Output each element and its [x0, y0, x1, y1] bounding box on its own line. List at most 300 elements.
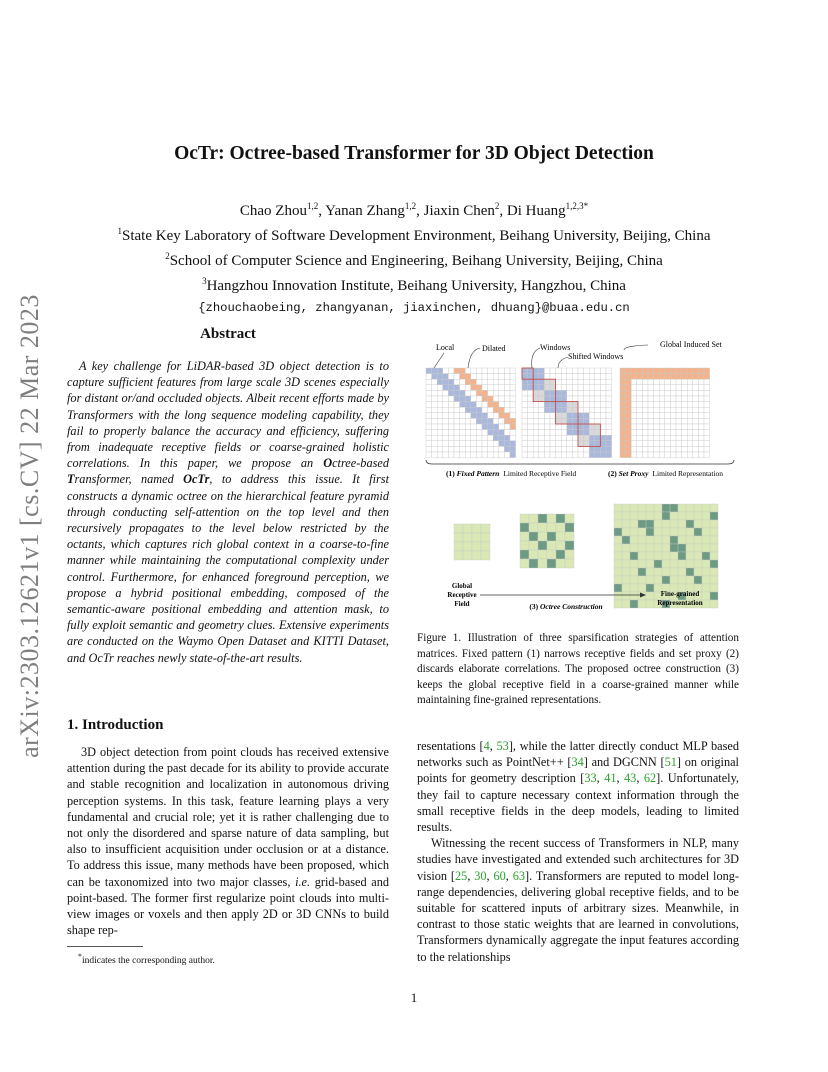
attention-cell [539, 435, 545, 441]
attention-cell [561, 379, 567, 385]
attention-cell [589, 435, 595, 441]
attention-cell [432, 441, 438, 447]
attention-cell [687, 407, 693, 413]
attention-cell [704, 385, 710, 391]
attention-cell [544, 402, 550, 408]
attention-cell [578, 390, 584, 396]
octree-cell [463, 551, 472, 560]
attention-cell [584, 385, 590, 391]
octree-cell [556, 550, 565, 559]
octree-cell [710, 544, 718, 552]
attention-cell [561, 418, 567, 424]
intro-paragraph: 3D object detection from point clouds has received extensive attention during the past decade for its ability to provide accurate and stable recognition and localization in autonomous driving perception systems. In this task, feature learning plays a very fundamental and crucial role; yet it is rather challenging due to not only the disordered and sparse nature of data sampling, but also to insufficient acquisition under occlusion or at a distance. To address this issue, many methods have been proposed, which can be taxonomized into two major classes, i.e. grid-based and point-based. The former first regularize point clouds into multi-view images or voxels and then apply 2D or 3D CNNs to build shape rep- [67, 745, 390, 938]
attention-cell [539, 424, 545, 430]
citation-link[interactable]: 53 [496, 739, 509, 753]
attention-cell [620, 385, 626, 391]
attention-cell [567, 396, 573, 402]
octree-cell [614, 528, 622, 536]
attention-cell [665, 441, 671, 447]
attention-cell [670, 452, 676, 458]
attention-cell [600, 446, 606, 452]
octree-cell [646, 544, 654, 552]
attention-cell [426, 368, 432, 374]
attention-cell [488, 402, 494, 408]
attention-cell [437, 368, 443, 374]
attention-cell [584, 413, 590, 419]
attention-cell [659, 430, 665, 436]
octree-cell [678, 536, 686, 544]
attention-cell [471, 374, 477, 380]
attention-cell [533, 424, 539, 430]
attention-cell [443, 396, 449, 402]
attention-cell [504, 452, 510, 458]
octree-cell [710, 504, 718, 512]
attention-cell [544, 418, 550, 424]
attention-cell [659, 379, 665, 385]
octree-cell [472, 524, 481, 533]
attention-cell [567, 424, 573, 430]
attention-cell [504, 435, 510, 441]
fixed-pattern-matrices [426, 368, 612, 458]
attention-cell [460, 385, 466, 391]
octree-cell [638, 600, 646, 608]
attention-cell [426, 379, 432, 385]
attention-cell [567, 441, 573, 447]
attention-cell [448, 430, 454, 436]
octree-cell [662, 528, 670, 536]
attention-cell [584, 435, 590, 441]
octree-cell [556, 514, 565, 523]
octree-cell [662, 560, 670, 568]
octree-cell [670, 520, 678, 528]
attention-cell [460, 374, 466, 380]
attention-cell [454, 452, 460, 458]
figure-1-caption: Figure 1. Illustration of three sparsification strategies of attention matrices. Fixed pattern (1) narrows receptive fields and set proxy (2) discards elaborate correlations. The proposed octree construction (3) keeps the global receptive field in a coarse-grained manner while maintaining fine-grained representations. [417, 632, 739, 706]
attention-cell [600, 385, 606, 391]
attention-cell [460, 396, 466, 402]
attention-cell [670, 407, 676, 413]
octree-cell [678, 568, 686, 576]
attention-cell [626, 446, 632, 452]
attention-cell [620, 435, 626, 441]
attention-cell [620, 441, 626, 447]
octree-cell [646, 576, 654, 584]
attention-cell [659, 390, 665, 396]
attention-cell [528, 430, 534, 436]
attention-cell [443, 390, 449, 396]
attention-cell [676, 430, 682, 436]
attention-cell [437, 441, 443, 447]
attention-cell [482, 418, 488, 424]
attention-cell [460, 407, 466, 413]
attention-cell [561, 390, 567, 396]
attention-cell [533, 385, 539, 391]
attention-cell [595, 418, 601, 424]
attention-cell [578, 424, 584, 430]
attention-cell [493, 424, 499, 430]
attention-cell [595, 452, 601, 458]
attention-cell [572, 435, 578, 441]
attention-cell [510, 430, 516, 436]
octree-cell [702, 576, 710, 584]
attention-cell [682, 396, 688, 402]
octree-cell [538, 514, 547, 523]
attention-cell [539, 446, 545, 452]
attention-cell [584, 396, 590, 402]
attention-cell [460, 430, 466, 436]
attention-cell [437, 374, 443, 380]
attention-cell [510, 418, 516, 424]
attention-cell [539, 413, 545, 419]
attention-cell [654, 396, 660, 402]
citation-link[interactable]: 34 [571, 755, 584, 770]
attention-cell [460, 452, 466, 458]
attention-cell [682, 435, 688, 441]
attention-cell [687, 385, 693, 391]
octree-cell [710, 528, 718, 536]
attention-cell [539, 402, 545, 408]
attention-cell [504, 379, 510, 385]
octree-cell [481, 524, 490, 533]
attention-cell [589, 379, 595, 385]
attention-cell [637, 435, 643, 441]
attention-cell [665, 385, 671, 391]
attention-cell [550, 402, 556, 408]
attention-cell [522, 390, 528, 396]
attention-cell [704, 446, 710, 452]
attention-cell [606, 430, 612, 436]
attention-cell [465, 430, 471, 436]
attention-cell [476, 374, 482, 380]
attention-cell [544, 446, 550, 452]
octree-cell [622, 584, 630, 592]
attention-cell [544, 374, 550, 380]
attention-cell [460, 368, 466, 374]
attention-cell [589, 430, 595, 436]
attention-cell [528, 441, 534, 447]
attention-cell [698, 368, 704, 374]
attention-cell [631, 452, 637, 458]
citation-link[interactable]: 51 [664, 755, 677, 770]
attention-cell [600, 441, 606, 447]
attention-cell [589, 441, 595, 447]
octree-cell [622, 528, 630, 536]
octree-cell [630, 544, 638, 552]
attention-cell [642, 368, 648, 374]
attention-cell [528, 418, 534, 424]
attention-cell [522, 379, 528, 385]
attention-cell [595, 390, 601, 396]
attention-cell [448, 368, 454, 374]
attention-cell [693, 435, 699, 441]
attention-cell [493, 418, 499, 424]
attention-cell [448, 435, 454, 441]
attention-cell [544, 390, 550, 396]
octree-cell [710, 536, 718, 544]
attention-cell [637, 374, 643, 380]
author-email: {zhouchaobeing, zhangyanan, jiaxinchen, dhuang}@buaa.edu.cn [198, 301, 630, 315]
attention-cell [510, 446, 516, 452]
attention-cell [589, 368, 595, 374]
author-sup: 1,2 [306, 201, 319, 211]
attention-cell [499, 374, 505, 380]
octree-cell [694, 512, 702, 520]
attention-cell [648, 390, 654, 396]
attention-cell [544, 424, 550, 430]
attention-cell [504, 413, 510, 419]
attention-cell [698, 435, 704, 441]
attention-cell [556, 446, 562, 452]
attention-cell [432, 368, 438, 374]
octree-cell [565, 514, 574, 523]
attention-cell [443, 435, 449, 441]
attention-cell [654, 407, 660, 413]
attention-cell [476, 446, 482, 452]
octree-cell [547, 550, 556, 559]
attention-cell [550, 418, 556, 424]
octree-cell [565, 532, 574, 541]
citation-link[interactable]: 43 [624, 771, 637, 786]
attention-cell [482, 402, 488, 408]
citation-link[interactable]: 33 [584, 771, 597, 786]
attention-cell [589, 402, 595, 408]
octree-cell [646, 528, 654, 536]
attention-cell [432, 452, 438, 458]
attention-cell [670, 435, 676, 441]
octree-cell [622, 560, 630, 568]
attention-cell [687, 402, 693, 408]
arxiv-id: arXiv:2303.12621v1 [cs.CV] 22 Mar 2023 [15, 294, 44, 758]
attention-cell [539, 452, 545, 458]
octree-cell [622, 536, 630, 544]
attention-cell [448, 390, 454, 396]
attention-cell [659, 374, 665, 380]
octree-cell [662, 552, 670, 560]
attention-cell [437, 407, 443, 413]
octree-cell [646, 568, 654, 576]
attention-cell [465, 452, 471, 458]
citation-link[interactable]: 30 [474, 868, 487, 883]
attention-cell [550, 374, 556, 380]
attention-cell [522, 441, 528, 447]
attention-cell [659, 402, 665, 408]
attention-cell [550, 385, 556, 391]
attention-cell [544, 396, 550, 402]
attention-cell [704, 374, 710, 380]
attention-cell [533, 374, 539, 380]
attention-cell [687, 418, 693, 424]
attention-cell [561, 446, 567, 452]
attention-cell [704, 430, 710, 436]
attention-cell [704, 413, 710, 419]
attention-cell [631, 446, 637, 452]
attention-cell [426, 430, 432, 436]
octree-cell [614, 520, 622, 528]
attention-cell [626, 441, 632, 447]
attention-cell [471, 430, 477, 436]
octree-cell [694, 520, 702, 528]
attention-cell [648, 396, 654, 402]
attention-cell [665, 430, 671, 436]
attention-cell [572, 418, 578, 424]
attention-cell [578, 413, 584, 419]
attention-cell [626, 430, 632, 436]
attention-cell [572, 441, 578, 447]
octree-cell [463, 524, 472, 533]
attention-cell [589, 385, 595, 391]
octree-cell [622, 568, 630, 576]
attention-cell [676, 435, 682, 441]
attention-cell [682, 390, 688, 396]
attention-cell [522, 418, 528, 424]
attention-cell [687, 374, 693, 380]
attention-cell [493, 396, 499, 402]
octree-cell [710, 600, 718, 608]
attention-cell [572, 374, 578, 380]
attention-cell [572, 368, 578, 374]
attention-cell [488, 390, 494, 396]
attention-cell [471, 413, 477, 419]
attention-cell [510, 424, 516, 430]
octree-cell [538, 523, 547, 532]
octree-cell [638, 536, 646, 544]
attention-cell [589, 374, 595, 380]
attention-cell [443, 452, 449, 458]
attention-cell [550, 424, 556, 430]
attention-cell [670, 368, 676, 374]
attention-cell [665, 374, 671, 380]
attention-cell [626, 379, 632, 385]
attention-cell [550, 435, 556, 441]
attention-cell [620, 396, 626, 402]
citation-link[interactable]: 63 [512, 868, 526, 883]
attention-cell [482, 385, 488, 391]
attention-cell [561, 441, 567, 447]
citation-link[interactable]: 4 [483, 739, 490, 753]
attention-cell [670, 446, 676, 452]
attention-cell [698, 413, 704, 419]
attention-cell [620, 368, 626, 374]
label-global-rf-1: Global [451, 582, 473, 590]
citation-link[interactable]: 62 [643, 771, 657, 786]
attention-cell [493, 407, 499, 413]
attention-cell [533, 407, 539, 413]
bracket-top [426, 460, 734, 464]
attention-cell [631, 390, 637, 396]
octree-cell [614, 592, 622, 600]
citation-link[interactable]: 25 [455, 868, 468, 883]
octree-cell [710, 552, 718, 560]
attention-cell [665, 452, 671, 458]
attention-cell [687, 441, 693, 447]
attention-cell [561, 368, 567, 374]
attention-cell [600, 452, 606, 458]
octree-cell [529, 532, 538, 541]
attention-cell [437, 396, 443, 402]
attention-cell [693, 430, 699, 436]
attention-cell [698, 441, 704, 447]
label-octree-construction: (3) Octree Construction [529, 602, 603, 611]
attention-cell [493, 435, 499, 441]
attention-cell [556, 407, 562, 413]
attention-cell [432, 424, 438, 430]
attention-cell [698, 424, 704, 430]
attention-cell [631, 441, 637, 447]
citation-link[interactable]: 41 [604, 771, 617, 786]
attention-cell [556, 418, 562, 424]
attention-cell [476, 368, 482, 374]
attention-cell [443, 441, 449, 447]
attention-cell [522, 446, 528, 452]
octree-cell [686, 544, 694, 552]
attention-cell [626, 390, 632, 396]
attention-cell [626, 368, 632, 374]
attention-cell [443, 413, 449, 419]
attention-cell [533, 446, 539, 452]
attention-cell [556, 402, 562, 408]
octree-cell [646, 600, 654, 608]
octree-cell [702, 520, 710, 528]
octree-cell [710, 592, 718, 600]
attention-cell [533, 430, 539, 436]
octree-cell [646, 592, 654, 600]
attention-cell [499, 446, 505, 452]
attention-cell [704, 390, 710, 396]
attention-cell [704, 435, 710, 441]
octree-cell [565, 541, 574, 550]
octree-cell [662, 568, 670, 576]
arrow-local [434, 353, 444, 368]
attention-cell [528, 402, 534, 408]
author-name: Yanan Zhang [325, 203, 405, 219]
attention-cell [620, 446, 626, 452]
attention-cell [522, 374, 528, 380]
citation-link[interactable]: 60 [493, 868, 506, 883]
attention-cell [595, 407, 601, 413]
attention-cell [561, 413, 567, 419]
attention-cell [426, 396, 432, 402]
attention-cell [704, 407, 710, 413]
attention-cell [437, 413, 443, 419]
attention-cell [704, 379, 710, 385]
attention-cell [637, 418, 643, 424]
attention-cell [676, 413, 682, 419]
label-fine-grained-2: Representation [657, 599, 703, 607]
attention-cell [528, 413, 534, 419]
attention-cell [426, 407, 432, 413]
attention-cell [682, 413, 688, 419]
attention-cell [454, 413, 460, 419]
attention-cell [642, 374, 648, 380]
octree-cell [614, 560, 622, 568]
attention-cell [504, 407, 510, 413]
octree-cell [556, 559, 565, 568]
attention-cell [698, 402, 704, 408]
attention-cell [659, 452, 665, 458]
attention-cell [539, 418, 545, 424]
attention-cell [589, 424, 595, 430]
attention-cell [499, 390, 505, 396]
attention-cell [561, 452, 567, 458]
attention-cell [471, 446, 477, 452]
attention-cell [561, 374, 567, 380]
attention-cell [676, 418, 682, 424]
attention-cell [631, 407, 637, 413]
attention-cell [595, 385, 601, 391]
attention-cell [659, 396, 665, 402]
attention-cell [482, 430, 488, 436]
octree-cell [686, 512, 694, 520]
